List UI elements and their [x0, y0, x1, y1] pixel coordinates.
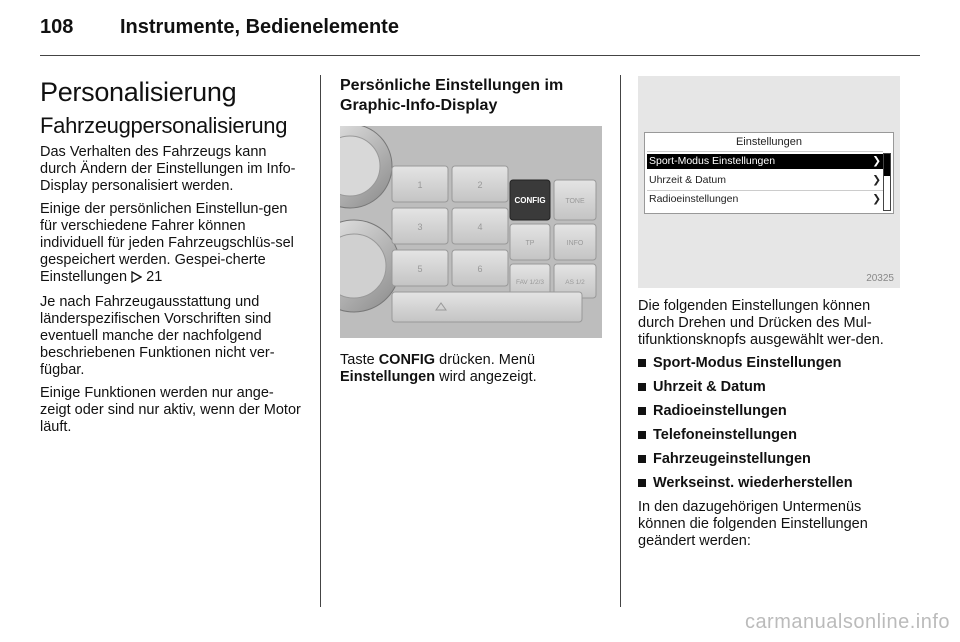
subsection-heading: Fahrzeugpersonalisierung	[40, 113, 288, 138]
page-section-title: Instrumente, Bedienelemente	[120, 16, 399, 38]
paragraph: Je nach Fahrzeugausstattung und länderspezifischen Vorschriften sind eventuell manche der nachfolgend beschriebenen Funktionen nicht ver-fügbar.	[40, 294, 275, 378]
list-item: Uhrzeit & Datum	[638, 379, 908, 396]
menu-row[interactable]: Uhrzeit & Datum ❯	[649, 174, 881, 186]
photo-caption: Taste CONFIG drücken. Menü Einstellungen wird angezeigt.	[340, 352, 537, 385]
list-item: Radioeinstellungen	[638, 403, 908, 420]
control-panel-photo	[340, 126, 602, 338]
list-item: Sport-Modus Einstellungen	[638, 355, 908, 372]
chevron-right-icon: ❯	[872, 155, 881, 167]
config-button-name: CONFIG	[378, 352, 436, 368]
screen-scrollbar	[883, 153, 891, 211]
page-header	[40, 14, 920, 54]
column-middle	[340, 76, 602, 392]
list-item: Fahrzeugeinstellungen	[638, 451, 908, 468]
paragraph: Einige Funktionen werden nur ange-zeigt oder sind nur aktiv, wenn der Motor läuft.	[40, 385, 301, 435]
photo-button-label: INFO	[566, 240, 584, 247]
settings-menu-screen	[644, 132, 894, 214]
paragraph: In den dazugehörigen Untermenüs können die folgenden Einstellungen geändert werden:	[638, 499, 868, 549]
menu-row[interactable]: Radioeinstellungen ❯	[649, 193, 881, 205]
header-divider	[40, 55, 920, 56]
photo-button-label: FAV 1/2/3	[515, 279, 545, 286]
paragraph: Einige der persönlichen Einstellun-gen für verschiedene Fahrer können individuell für jeden Fahrzeugschlüs-sel gespeichert werden. Gespei-cherte Einstellungen 21	[40, 201, 302, 288]
settings-list	[638, 355, 908, 492]
bullet-icon	[638, 431, 646, 439]
watermark: carmanualsonline.info	[744, 611, 950, 633]
menu-name: Einstellungen	[340, 369, 436, 385]
display-screenshot	[638, 76, 900, 288]
page-number: 108	[40, 16, 74, 38]
photo-button-label: 2	[477, 180, 483, 190]
bullet-icon	[638, 479, 646, 487]
subsection-heading: Persönliche Einstellungen im Graphic-Info-Display	[340, 77, 564, 114]
arrow-right-icon	[131, 271, 142, 288]
control-panel-illustration	[340, 126, 602, 338]
photo-button-label: 5	[417, 264, 423, 274]
bullet-icon	[638, 359, 646, 367]
paragraph: Das Verhalten des Fahrzeugs kann durch Ändern der Einstellungen im Info-Display personalisiert werden.	[40, 144, 296, 194]
bullet-icon	[638, 383, 646, 391]
image-number: 20325	[866, 273, 894, 284]
screen-divider	[647, 151, 883, 152]
column-right	[638, 76, 908, 556]
photo-button-label: 1	[417, 180, 423, 190]
list-item: Werkseinst. wiederherstellen	[638, 475, 908, 492]
paragraph: Die folgenden Einstellungen können durch Drehen und Drücken des Mul-tifunktionsknopfs ausgewählt wer-den.	[638, 298, 884, 348]
photo-button-label: TONE	[565, 198, 585, 205]
column-left	[40, 76, 302, 442]
photo-button-label: CONFIG	[514, 196, 546, 205]
bullet-icon	[638, 455, 646, 463]
screen-divider	[647, 190, 883, 191]
column-divider	[620, 75, 621, 607]
screen-title: Einstellungen	[735, 136, 803, 148]
photo-button-label: AS 1/2	[565, 279, 585, 286]
list-item: Telefoneinstellungen	[638, 427, 908, 444]
column-divider	[320, 75, 321, 607]
photo-button-label: 3	[417, 222, 423, 232]
chevron-right-icon: ❯	[872, 174, 881, 186]
photo-button-label: 6	[477, 264, 483, 274]
scroll-thumb	[884, 154, 890, 176]
page-reference-link[interactable]: 21	[146, 269, 163, 285]
photo-button-label: TP	[525, 240, 535, 247]
bullet-icon	[638, 407, 646, 415]
chevron-right-icon: ❯	[872, 193, 881, 205]
photo-button-label: 4	[477, 222, 483, 232]
menu-row-selected[interactable]: Sport-Modus Einstellungen ❯	[647, 154, 885, 169]
section-heading: Personalisierung	[40, 77, 237, 107]
